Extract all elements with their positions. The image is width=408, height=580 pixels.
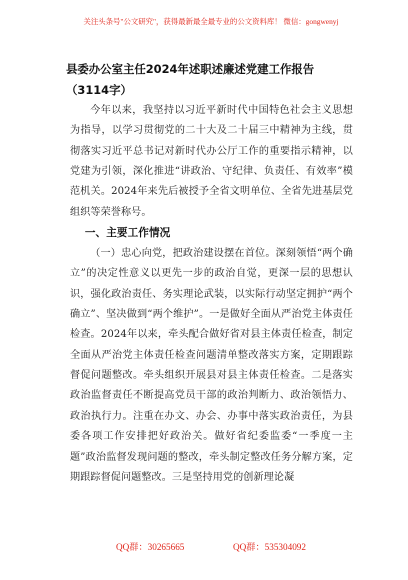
qq-group-2: QQ群：535304092 [233,542,306,552]
qq-group-1: QQ群：30265665 [116,542,185,552]
intro-paragraph: 今年以来，我坚持以习近平新时代中国特色社会主义思想为指导，以学习贯彻党的二十大及二十届三中精神为主线，贯彻落实习近平总书记对新时代办公厅工作的重要指示精神，以党建为引领，深化推进“讲政治、守纪律、负责任、有效率”模范机关。2024年来先后被授予全省文明单位、全省先进基层党组织等荣誉称号。 [70,105,353,218]
section-heading: 一、主要工作情况 [84,227,171,240]
qq-footer [116,539,306,553]
document-title: 县委办公室主任2024年述职述廉述党建工作报告（3114字） [66,62,315,97]
document-body [70,101,353,488]
promo-banner: 关注头条号"公文研究"，获得最新最全最专业的公文资料库！ 微信：gongwenyj [83,17,339,26]
section-paragraph: （一）忠心向党，把政治建设摆在首位。深刻领悟“两个确立”的决定性意义以更先一步的政治自觉，更深一层的思想认识，强化政治责任、务实理论武装，以实际行动坚定拥护“两个确立”、坚决做到“两个维护”。一是做好全面从严治党主体责任检查。2024年以来，牵头配合做好省对县主体责任检查，制定全面从严治党主体责任检查问题清单整改落实方案，定期跟踪督促问题整改。牵头组织开展县对县主体责任检查。二是落实政治监督责任不断提高党员干部的政治判断力、政治领悟力、政治执行力。注重在办文、办会、办事中落实政治责任，为县委各项工作安排把好政治关。做好省纪委监委“一季度一主题”政治监督发现问题的整改，牵头制定整改任务分解方案，定期跟踪督促问题整改。三是坚持用党的创新理论凝 [70,248,353,483]
